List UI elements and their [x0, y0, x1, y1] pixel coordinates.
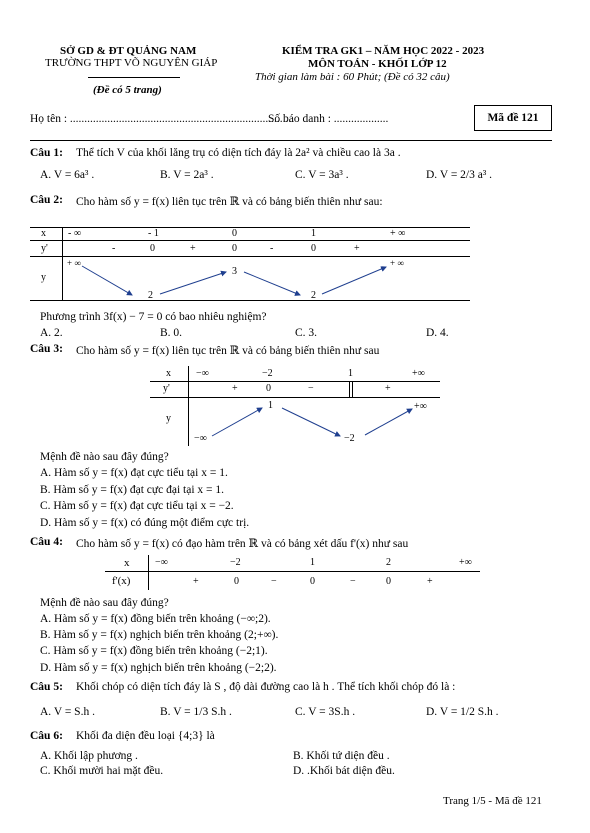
- q3-option-b: B. Hàm số y = f(x) đạt cực đại tại x = 1.: [40, 484, 224, 496]
- q3-x-0: −∞: [196, 368, 209, 379]
- exam-title: KIỂM TRA GK1 – NĂM HỌC 2022 - 2023: [282, 45, 485, 57]
- q4-sign-3: 0: [310, 576, 315, 587]
- q6-option-d: D. .Khối bát diện đều.: [293, 765, 395, 777]
- q3-y-3: +∞: [414, 401, 427, 412]
- q4-sign-6: +: [427, 576, 433, 587]
- q4-number: Câu 4:: [30, 536, 63, 548]
- q3-y-0: −∞: [194, 433, 207, 444]
- q2-x-label: x: [41, 228, 46, 239]
- q2-arrow-up-2: [322, 267, 386, 294]
- q2-y-1: 2: [148, 290, 153, 301]
- q2-y-4: + ∞: [390, 258, 404, 268]
- q6-number: Câu 6:: [30, 730, 63, 742]
- q3-y-label: y: [166, 413, 171, 424]
- q2-option-b: B. 0.: [160, 327, 183, 339]
- q4-ask: Mệnh đề nào sau đây đúng?: [40, 597, 169, 609]
- page-count: (Đề có 5 trang): [93, 84, 162, 96]
- q4-option-b: B. Hàm số y = f(x) nghịch biến trên khoảng (2;+∞).: [40, 629, 279, 641]
- q4-x-label: x: [124, 557, 130, 569]
- school-name: TRƯỜNG THPT VÕ NGUYÊN GIÁP: [45, 57, 218, 69]
- q4-sign-4: −: [350, 576, 356, 587]
- q2-x-4: + ∞: [390, 228, 406, 239]
- q2-yp-label: y': [41, 243, 48, 254]
- q2-sign-6: +: [354, 243, 360, 254]
- q3-y-1: 1: [268, 400, 273, 411]
- q4-text: Cho hàm số y = f(x) có đạo hàm trên ℝ và có bảng xét dấu f'(x) như sau: [76, 538, 409, 550]
- q4-x-4: +∞: [459, 557, 472, 568]
- q1-number: Câu 1:: [30, 147, 63, 159]
- q2-option-d: D. 4.: [426, 327, 449, 339]
- q3-number: Câu 3:: [30, 343, 63, 355]
- exam-time: Thời gian làm bài : 60 Phút; (Đề có 32 câu): [255, 71, 450, 83]
- q3-arrow-down-1: [282, 408, 340, 436]
- q3-arrow-up-1: [212, 408, 262, 436]
- q1-option-a: A. V = 6a³ .: [40, 169, 95, 181]
- q4-option-c: C. Hàm số y = f(x) đồng biến trên khoảng (−2;1).: [40, 645, 268, 657]
- q5-option-c: C. V = 3S.h .: [295, 706, 356, 718]
- q3-sign-2: −: [308, 383, 314, 394]
- q3-option-d: D. Hàm số y = f(x) có đúng một điểm cực trị.: [40, 517, 250, 529]
- q3-sign-0: +: [232, 383, 238, 394]
- page-footer: Trang 1/5 - Mã đề 121: [443, 795, 542, 807]
- q4-sign-5: 0: [386, 576, 391, 587]
- q4-option-d: D. Hàm số y = f(x) nghịch biến trên khoảng (−2;2).: [40, 662, 277, 674]
- q2-text: Cho hàm số y = f(x) liên tục trên ℝ và có bảng biến thiên như sau:: [76, 196, 383, 208]
- q3-y-2: −2: [344, 433, 355, 444]
- subject-title: MÔN TOÁN - KHỐI LỚP 12: [308, 58, 447, 70]
- q2-number: Câu 2:: [30, 194, 63, 206]
- q3-option-a: A. Hàm số y = f(x) đạt cực tiểu tại x = 1.: [40, 467, 228, 479]
- q6-text: Khối đa diện đều loại {4;3} là: [76, 730, 215, 742]
- q2-option-a: A. 2.: [40, 327, 63, 339]
- q3-text: Cho hàm số y = f(x) liên tục trên ℝ và có bảng biến thiên như sau: [76, 345, 380, 357]
- q2-y-2: 3: [232, 266, 237, 277]
- q3-arrow-up-2: [365, 409, 412, 435]
- q2-sign-1: 0: [150, 243, 155, 254]
- exam-code-box: Mã đề 121: [474, 105, 552, 131]
- q2-sign-4: -: [270, 243, 274, 254]
- q4-sign-0: +: [193, 576, 199, 587]
- q2-sign-2: +: [190, 243, 196, 254]
- q6-option-a: A. Khối lập phương .: [40, 750, 138, 762]
- q2-x-1: - 1: [148, 228, 159, 239]
- q2-arrow-down-1: [82, 266, 132, 295]
- q4-fp-label: f'(x): [112, 575, 131, 587]
- q2-x-3: 1: [311, 228, 316, 239]
- q2-x-2: 0: [232, 228, 237, 239]
- q3-ask: Mệnh đề nào sau đây đúng?: [40, 451, 169, 463]
- dept-name: SỞ GD & ĐT QUẢNG NAM: [60, 45, 197, 57]
- q1-option-d: D. V = 2/3 a³ .: [426, 169, 493, 181]
- q6-option-b: B. Khối tứ diện đều .: [293, 750, 390, 762]
- q4-x-3: 2: [386, 557, 391, 568]
- q3-x-3: +∞: [412, 368, 425, 379]
- q3-x-2: 1: [348, 368, 353, 379]
- q4-option-a: A. Hàm số y = f(x) đồng biến trên khoảng (−∞;2).: [40, 613, 271, 625]
- q5-text: Khối chóp có diện tích đáy là S , độ dài đường cao là h . Thể tích khối chóp đó là :: [76, 681, 456, 693]
- q3-yp-label: y': [163, 383, 170, 394]
- q3-x-label: x: [166, 368, 171, 379]
- q4-x-0: −∞: [155, 557, 168, 568]
- q2-option-c: C. 3.: [295, 327, 318, 339]
- q2-ask: Phương trình 3f(x) − 7 = 0 có bao nhiêu nghiệm?: [40, 311, 267, 323]
- q5-option-a: A. V = S.h .: [40, 706, 95, 718]
- q2-x-0: - ∞: [68, 228, 81, 239]
- q2-y-3: 2: [311, 290, 316, 301]
- q4-sign-1: 0: [234, 576, 239, 587]
- q2-arrow-down-2: [244, 272, 300, 295]
- sbd-field: Số báo danh : ...................: [268, 113, 389, 125]
- q5-option-b: B. V = 1/3 S.h .: [160, 706, 232, 718]
- q5-number: Câu 5:: [30, 681, 63, 693]
- q6-option-c: C. Khối mười hai mặt đều.: [40, 765, 164, 777]
- q3-sign-3: +: [385, 383, 391, 394]
- q2-sign-3: 0: [232, 243, 237, 254]
- q5-option-d: D. V = 1/2 S.h .: [426, 706, 499, 718]
- q3-option-c: C. Hàm số y = f(x) đạt cực tiểu tại x = −2.: [40, 500, 234, 512]
- name-field: Họ tên : ..............................................................................: [30, 113, 295, 125]
- q4-x-2: 1: [310, 557, 315, 568]
- q1-option-c: C. V = 3a³ .: [295, 169, 349, 181]
- q3-sign-1: 0: [266, 383, 271, 394]
- q1-option-b: B. V = 2a³ .: [160, 169, 214, 181]
- q4-sign-2: −: [271, 576, 277, 587]
- q2-sign-5: 0: [311, 243, 316, 254]
- q1-text: Thể tích V của khối lăng trụ có diện tích đáy là 2a² và chiều cao là 3a .: [76, 147, 401, 159]
- q2-y-label: y: [41, 272, 46, 283]
- q2-arrow-up-1: [160, 272, 226, 294]
- q2-sign-0: -: [112, 243, 116, 254]
- q3-x-1: −2: [262, 368, 273, 379]
- q2-y-0: + ∞: [67, 258, 81, 268]
- q4-x-1: −2: [230, 557, 241, 568]
